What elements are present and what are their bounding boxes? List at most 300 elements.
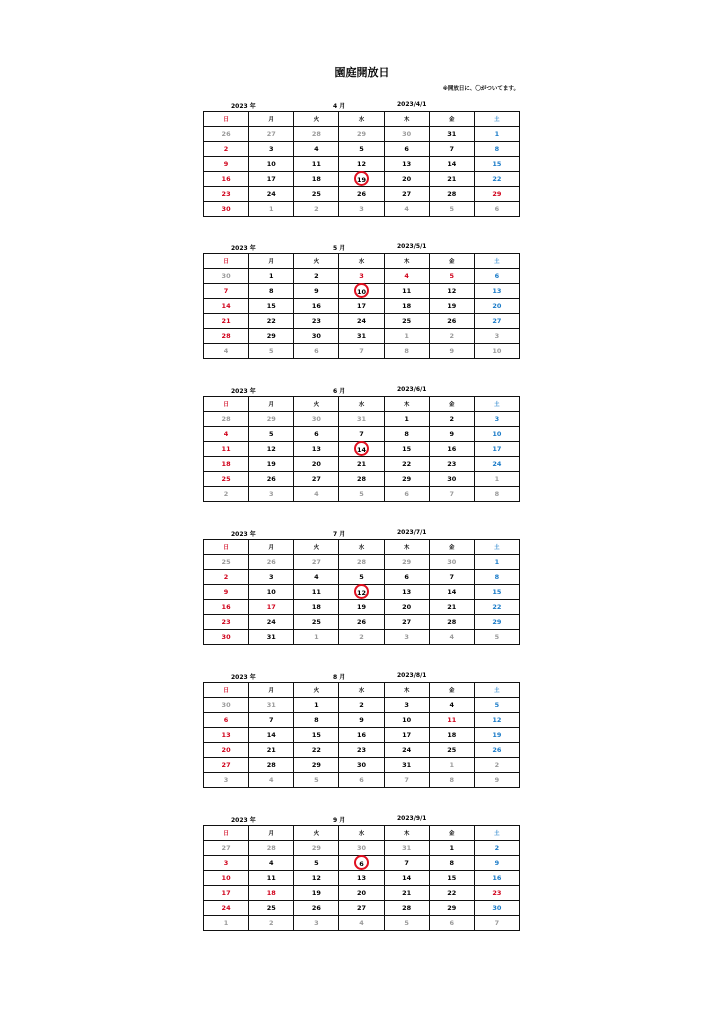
day-cell: 18 <box>384 299 429 314</box>
adjacent-month-day-cell: 2 <box>339 630 384 645</box>
day-cell: 5 <box>294 856 339 871</box>
day-cell: 16 <box>294 299 339 314</box>
day-cell: 10 <box>384 713 429 728</box>
day-cell: 27 <box>339 901 384 916</box>
adjacent-month-day-cell: 6 <box>429 916 474 931</box>
adjacent-month-day-cell: 31 <box>384 841 429 856</box>
day-cell: 7 <box>204 284 249 299</box>
adjacent-month-day-cell: 5 <box>474 630 519 645</box>
day-cell: 19 <box>429 299 474 314</box>
day-cell: 19 <box>339 600 384 615</box>
day-cell: 15 <box>294 728 339 743</box>
adjacent-month-day-cell: 30 <box>294 412 339 427</box>
day-cell: 9 <box>204 157 249 172</box>
day-cell: 27 <box>204 758 249 773</box>
day-cell: 2 <box>474 841 519 856</box>
day-cell: 26 <box>339 615 384 630</box>
start-date-label: 2023/4/1 <box>397 101 427 108</box>
day-cell: 28 <box>429 615 474 630</box>
weekday-header: 火 <box>294 112 339 127</box>
month-calendar <box>203 99 520 217</box>
day-cell: 22 <box>429 886 474 901</box>
adjacent-month-day-cell: 4 <box>429 630 474 645</box>
day-cell: 28 <box>204 329 249 344</box>
adjacent-month-day-cell: 2 <box>204 487 249 502</box>
day-cell: 30 <box>204 630 249 645</box>
month-calendar <box>203 813 520 931</box>
adjacent-month-day-cell: 8 <box>474 487 519 502</box>
day-cell: 22 <box>294 743 339 758</box>
adjacent-month-day-cell: 4 <box>249 773 294 788</box>
weekday-header: 木 <box>384 826 429 841</box>
day-cell: 25 <box>429 743 474 758</box>
day-cell: 31 <box>429 127 474 142</box>
day-cell: 29 <box>429 901 474 916</box>
day-cell: 1 <box>294 698 339 713</box>
day-cell: 4 <box>294 142 339 157</box>
weekday-header: 土 <box>474 397 519 412</box>
weekday-header: 木 <box>384 112 429 127</box>
day-cell <box>339 856 384 871</box>
day-cell: 26 <box>294 901 339 916</box>
day-cell <box>339 172 384 187</box>
weekday-header: 月 <box>249 254 294 269</box>
adjacent-month-day-cell: 6 <box>294 344 339 359</box>
year-label: 2023 年 <box>231 388 256 395</box>
day-cell: 30 <box>339 758 384 773</box>
adjacent-month-day-cell: 25 <box>204 555 249 570</box>
day-cell: 11 <box>384 284 429 299</box>
week-row <box>204 157 520 172</box>
week-row <box>204 728 520 743</box>
day-cell: 15 <box>429 871 474 886</box>
weekday-header: 日 <box>204 826 249 841</box>
adjacent-month-day-cell: 3 <box>249 487 294 502</box>
week-row <box>204 442 520 457</box>
weekday-header: 火 <box>294 540 339 555</box>
weekday-header: 日 <box>204 397 249 412</box>
day-cell: 30 <box>429 472 474 487</box>
adjacent-month-day-cell: 30 <box>204 698 249 713</box>
day-cell: 16 <box>429 442 474 457</box>
day-cell: 21 <box>384 886 429 901</box>
day-cell: 13 <box>384 157 429 172</box>
day-cell: 4 <box>204 427 249 442</box>
week-row <box>204 630 520 645</box>
week-row <box>204 570 520 585</box>
day-cell: 3 <box>474 412 519 427</box>
weekday-header-row <box>204 112 520 127</box>
day-cell: 13 <box>339 871 384 886</box>
day-cell: 5 <box>249 427 294 442</box>
day-cell: 6 <box>474 269 519 284</box>
adjacent-month-day-cell: 5 <box>294 773 339 788</box>
page-title: 園庭開放日 <box>334 66 390 79</box>
day-cell: 8 <box>384 427 429 442</box>
adjacent-month-day-cell: 30 <box>384 127 429 142</box>
weekday-header: 水 <box>339 540 384 555</box>
week-row <box>204 457 520 472</box>
day-cell: 4 <box>249 856 294 871</box>
day-cell: 9 <box>339 713 384 728</box>
day-cell: 14 <box>429 585 474 600</box>
day-cell: 7 <box>339 427 384 442</box>
day-cell: 17 <box>204 886 249 901</box>
weekday-header: 金 <box>429 540 474 555</box>
day-cell: 17 <box>249 600 294 615</box>
adjacent-month-day-cell: 2 <box>294 202 339 217</box>
adjacent-month-day-cell: 30 <box>339 841 384 856</box>
day-cell: 8 <box>249 284 294 299</box>
adjacent-month-day-cell: 2 <box>429 329 474 344</box>
month-calendar <box>203 670 520 788</box>
adjacent-month-day-cell: 4 <box>294 487 339 502</box>
day-cell: 15 <box>384 442 429 457</box>
day-cell: 5 <box>339 142 384 157</box>
day-cell: 17 <box>384 728 429 743</box>
day-cell: 22 <box>474 172 519 187</box>
day-cell: 1 <box>429 841 474 856</box>
week-row <box>204 856 520 871</box>
adjacent-month-day-cell: 26 <box>249 555 294 570</box>
adjacent-month-day-cell: 2 <box>474 758 519 773</box>
day-cell: 28 <box>249 758 294 773</box>
day-cell: 16 <box>204 600 249 615</box>
day-cell: 23 <box>429 457 474 472</box>
day-cell: 18 <box>429 728 474 743</box>
adjacent-month-day-cell: 30 <box>429 555 474 570</box>
adjacent-month-day-cell: 29 <box>339 127 384 142</box>
weekday-header-row <box>204 683 520 698</box>
day-cell: 23 <box>204 187 249 202</box>
weekday-header: 水 <box>339 254 384 269</box>
week-row <box>204 743 520 758</box>
month-label: 8 月 <box>333 674 346 681</box>
day-cell <box>339 284 384 299</box>
weekday-header: 日 <box>204 112 249 127</box>
day-cell: 19 <box>474 728 519 743</box>
adjacent-month-day-cell: 28 <box>249 841 294 856</box>
month-header <box>203 527 520 539</box>
year-label: 2023 年 <box>231 103 256 110</box>
day-cell: 31 <box>339 329 384 344</box>
week-row <box>204 555 520 570</box>
weekday-header-row <box>204 254 520 269</box>
day-cell: 11 <box>294 585 339 600</box>
open-day-marker: 19 <box>354 171 369 186</box>
day-cell: 31 <box>249 630 294 645</box>
weekday-header: 月 <box>249 397 294 412</box>
week-row <box>204 916 520 931</box>
day-cell: 6 <box>384 570 429 585</box>
month-calendar <box>203 384 520 502</box>
adjacent-month-day-cell: 1 <box>384 329 429 344</box>
day-cell: 12 <box>474 713 519 728</box>
week-row <box>204 329 520 344</box>
weekday-header: 火 <box>294 683 339 698</box>
day-cell: 30 <box>474 901 519 916</box>
day-cell: 3 <box>204 856 249 871</box>
weekday-header: 金 <box>429 683 474 698</box>
calendar-grid <box>203 825 520 931</box>
week-row <box>204 758 520 773</box>
day-cell: 11 <box>204 442 249 457</box>
day-cell: 7 <box>384 856 429 871</box>
day-cell: 14 <box>384 871 429 886</box>
weekday-header: 水 <box>339 826 384 841</box>
week-row <box>204 841 520 856</box>
month-label: 4 月 <box>333 103 346 110</box>
week-row <box>204 713 520 728</box>
weekday-header: 水 <box>339 112 384 127</box>
weekday-header: 金 <box>429 397 474 412</box>
day-cell: 29 <box>474 187 519 202</box>
day-cell: 6 <box>204 713 249 728</box>
day-cell: 2 <box>204 142 249 157</box>
adjacent-month-day-cell: 28 <box>294 127 339 142</box>
adjacent-month-day-cell: 7 <box>384 773 429 788</box>
week-row <box>204 585 520 600</box>
adjacent-month-day-cell: 1 <box>249 202 294 217</box>
day-cell: 22 <box>384 457 429 472</box>
day-cell: 21 <box>429 172 474 187</box>
weekday-header: 日 <box>204 254 249 269</box>
day-cell: 5 <box>429 269 474 284</box>
adjacent-month-day-cell: 4 <box>339 916 384 931</box>
day-cell: 23 <box>294 314 339 329</box>
adjacent-month-day-cell: 1 <box>204 916 249 931</box>
week-row <box>204 127 520 142</box>
day-cell: 9 <box>429 427 474 442</box>
day-cell: 23 <box>204 615 249 630</box>
day-cell: 18 <box>294 172 339 187</box>
day-cell: 26 <box>474 743 519 758</box>
day-cell: 22 <box>249 314 294 329</box>
weekday-header: 木 <box>384 254 429 269</box>
month-header <box>203 670 520 682</box>
day-cell: 29 <box>294 758 339 773</box>
adjacent-month-day-cell: 1 <box>294 630 339 645</box>
weekday-header-row <box>204 397 520 412</box>
start-date-label: 2023/5/1 <box>397 243 427 250</box>
adjacent-month-day-cell: 31 <box>249 698 294 713</box>
calendar-grid <box>203 682 520 788</box>
week-row <box>204 344 520 359</box>
day-cell: 25 <box>294 615 339 630</box>
day-cell: 19 <box>294 886 339 901</box>
month-header <box>203 241 520 253</box>
weekday-header: 金 <box>429 826 474 841</box>
adjacent-month-day-cell: 29 <box>249 412 294 427</box>
day-cell: 25 <box>204 472 249 487</box>
day-cell: 3 <box>249 570 294 585</box>
day-cell: 2 <box>294 269 339 284</box>
adjacent-month-day-cell: 29 <box>384 555 429 570</box>
week-row <box>204 314 520 329</box>
weekday-header: 木 <box>384 683 429 698</box>
open-day-marker: 6 <box>354 855 369 870</box>
open-day-marker: 12 <box>354 584 369 599</box>
calendar-grid <box>203 539 520 645</box>
start-date-label: 2023/8/1 <box>397 672 427 679</box>
day-cell: 12 <box>339 157 384 172</box>
day-cell: 29 <box>474 615 519 630</box>
day-cell: 17 <box>474 442 519 457</box>
day-cell: 24 <box>204 901 249 916</box>
week-row <box>204 142 520 157</box>
adjacent-month-day-cell: 6 <box>474 202 519 217</box>
day-cell: 21 <box>339 457 384 472</box>
day-cell <box>339 442 384 457</box>
day-cell: 3 <box>339 269 384 284</box>
day-cell: 13 <box>474 284 519 299</box>
day-cell: 11 <box>249 871 294 886</box>
month-header <box>203 384 520 396</box>
day-cell: 6 <box>384 142 429 157</box>
weekday-header: 土 <box>474 826 519 841</box>
day-cell: 20 <box>204 743 249 758</box>
adjacent-month-day-cell: 8 <box>384 344 429 359</box>
adjacent-month-day-cell: 7 <box>339 344 384 359</box>
day-cell: 20 <box>339 886 384 901</box>
calendar-grid <box>203 111 520 217</box>
adjacent-month-day-cell: 3 <box>204 773 249 788</box>
day-cell: 18 <box>204 457 249 472</box>
month-label: 9 月 <box>333 817 346 824</box>
day-cell: 14 <box>204 299 249 314</box>
month-header <box>203 99 520 111</box>
day-cell: 12 <box>249 442 294 457</box>
adjacent-month-day-cell: 1 <box>474 472 519 487</box>
day-cell: 11 <box>429 713 474 728</box>
day-cell: 10 <box>249 157 294 172</box>
adjacent-month-day-cell: 4 <box>384 202 429 217</box>
start-date-label: 2023/7/1 <box>397 529 427 536</box>
day-cell: 21 <box>204 314 249 329</box>
adjacent-month-day-cell: 26 <box>204 127 249 142</box>
day-cell: 26 <box>429 314 474 329</box>
adjacent-month-day-cell: 31 <box>339 412 384 427</box>
weekday-header: 火 <box>294 397 339 412</box>
day-cell: 24 <box>249 615 294 630</box>
week-row <box>204 472 520 487</box>
day-cell: 24 <box>339 314 384 329</box>
day-cell: 8 <box>474 570 519 585</box>
start-date-label: 2023/9/1 <box>397 815 427 822</box>
month-calendar <box>203 241 520 359</box>
day-cell: 15 <box>474 157 519 172</box>
day-cell: 11 <box>294 157 339 172</box>
week-row <box>204 698 520 713</box>
day-cell: 17 <box>339 299 384 314</box>
day-cell: 2 <box>429 412 474 427</box>
day-cell: 5 <box>339 570 384 585</box>
adjacent-month-day-cell: 3 <box>294 916 339 931</box>
day-cell: 30 <box>294 329 339 344</box>
day-cell: 25 <box>249 901 294 916</box>
day-cell: 10 <box>249 585 294 600</box>
adjacent-month-day-cell: 1 <box>429 758 474 773</box>
day-cell: 2 <box>204 570 249 585</box>
week-row <box>204 901 520 916</box>
weekday-header: 火 <box>294 254 339 269</box>
week-row <box>204 886 520 901</box>
day-cell: 12 <box>429 284 474 299</box>
day-cell: 28 <box>429 187 474 202</box>
weekday-header: 月 <box>249 112 294 127</box>
adjacent-month-day-cell: 28 <box>339 555 384 570</box>
adjacent-month-day-cell: 7 <box>429 487 474 502</box>
day-cell: 16 <box>204 172 249 187</box>
day-cell: 28 <box>384 901 429 916</box>
legend-note: ※開放日に、〇がついてます。 <box>442 86 519 92</box>
year-label: 2023 年 <box>231 531 256 538</box>
day-cell: 1 <box>474 555 519 570</box>
weekday-header: 土 <box>474 112 519 127</box>
adjacent-month-day-cell: 10 <box>474 344 519 359</box>
adjacent-month-day-cell: 6 <box>339 773 384 788</box>
day-cell: 8 <box>294 713 339 728</box>
adjacent-month-day-cell: 5 <box>339 487 384 502</box>
adjacent-month-day-cell: 28 <box>204 412 249 427</box>
day-cell: 23 <box>474 886 519 901</box>
day-cell: 29 <box>249 329 294 344</box>
month-label: 5 月 <box>333 245 346 252</box>
day-cell: 23 <box>339 743 384 758</box>
day-cell: 27 <box>384 187 429 202</box>
week-row <box>204 202 520 217</box>
week-row <box>204 269 520 284</box>
weekday-header-row <box>204 826 520 841</box>
week-row <box>204 600 520 615</box>
day-cell: 9 <box>204 585 249 600</box>
day-cell: 20 <box>474 299 519 314</box>
day-cell: 13 <box>204 728 249 743</box>
year-label: 2023 年 <box>231 674 256 681</box>
day-cell: 26 <box>249 472 294 487</box>
day-cell: 10 <box>204 871 249 886</box>
weekday-header: 日 <box>204 683 249 698</box>
adjacent-month-day-cell: 5 <box>384 916 429 931</box>
month-label: 6 月 <box>333 388 346 395</box>
month-header <box>203 813 520 825</box>
day-cell: 7 <box>249 713 294 728</box>
day-cell: 16 <box>474 871 519 886</box>
adjacent-month-day-cell: 4 <box>204 344 249 359</box>
day-cell: 20 <box>384 600 429 615</box>
day-cell: 27 <box>474 314 519 329</box>
adjacent-month-day-cell: 30 <box>204 269 249 284</box>
day-cell: 31 <box>384 758 429 773</box>
weekday-header: 土 <box>474 683 519 698</box>
adjacent-month-day-cell: 3 <box>474 329 519 344</box>
day-cell: 9 <box>474 856 519 871</box>
day-cell: 24 <box>249 187 294 202</box>
day-cell: 1 <box>249 269 294 284</box>
weekday-header: 月 <box>249 540 294 555</box>
weekday-header: 日 <box>204 540 249 555</box>
day-cell: 25 <box>384 314 429 329</box>
day-cell: 18 <box>249 886 294 901</box>
day-cell: 5 <box>474 698 519 713</box>
weekday-header-row <box>204 540 520 555</box>
day-cell: 8 <box>429 856 474 871</box>
weekday-header: 土 <box>474 254 519 269</box>
adjacent-month-day-cell: 9 <box>429 344 474 359</box>
adjacent-month-day-cell: 7 <box>474 916 519 931</box>
day-cell: 6 <box>294 427 339 442</box>
day-cell: 13 <box>294 442 339 457</box>
